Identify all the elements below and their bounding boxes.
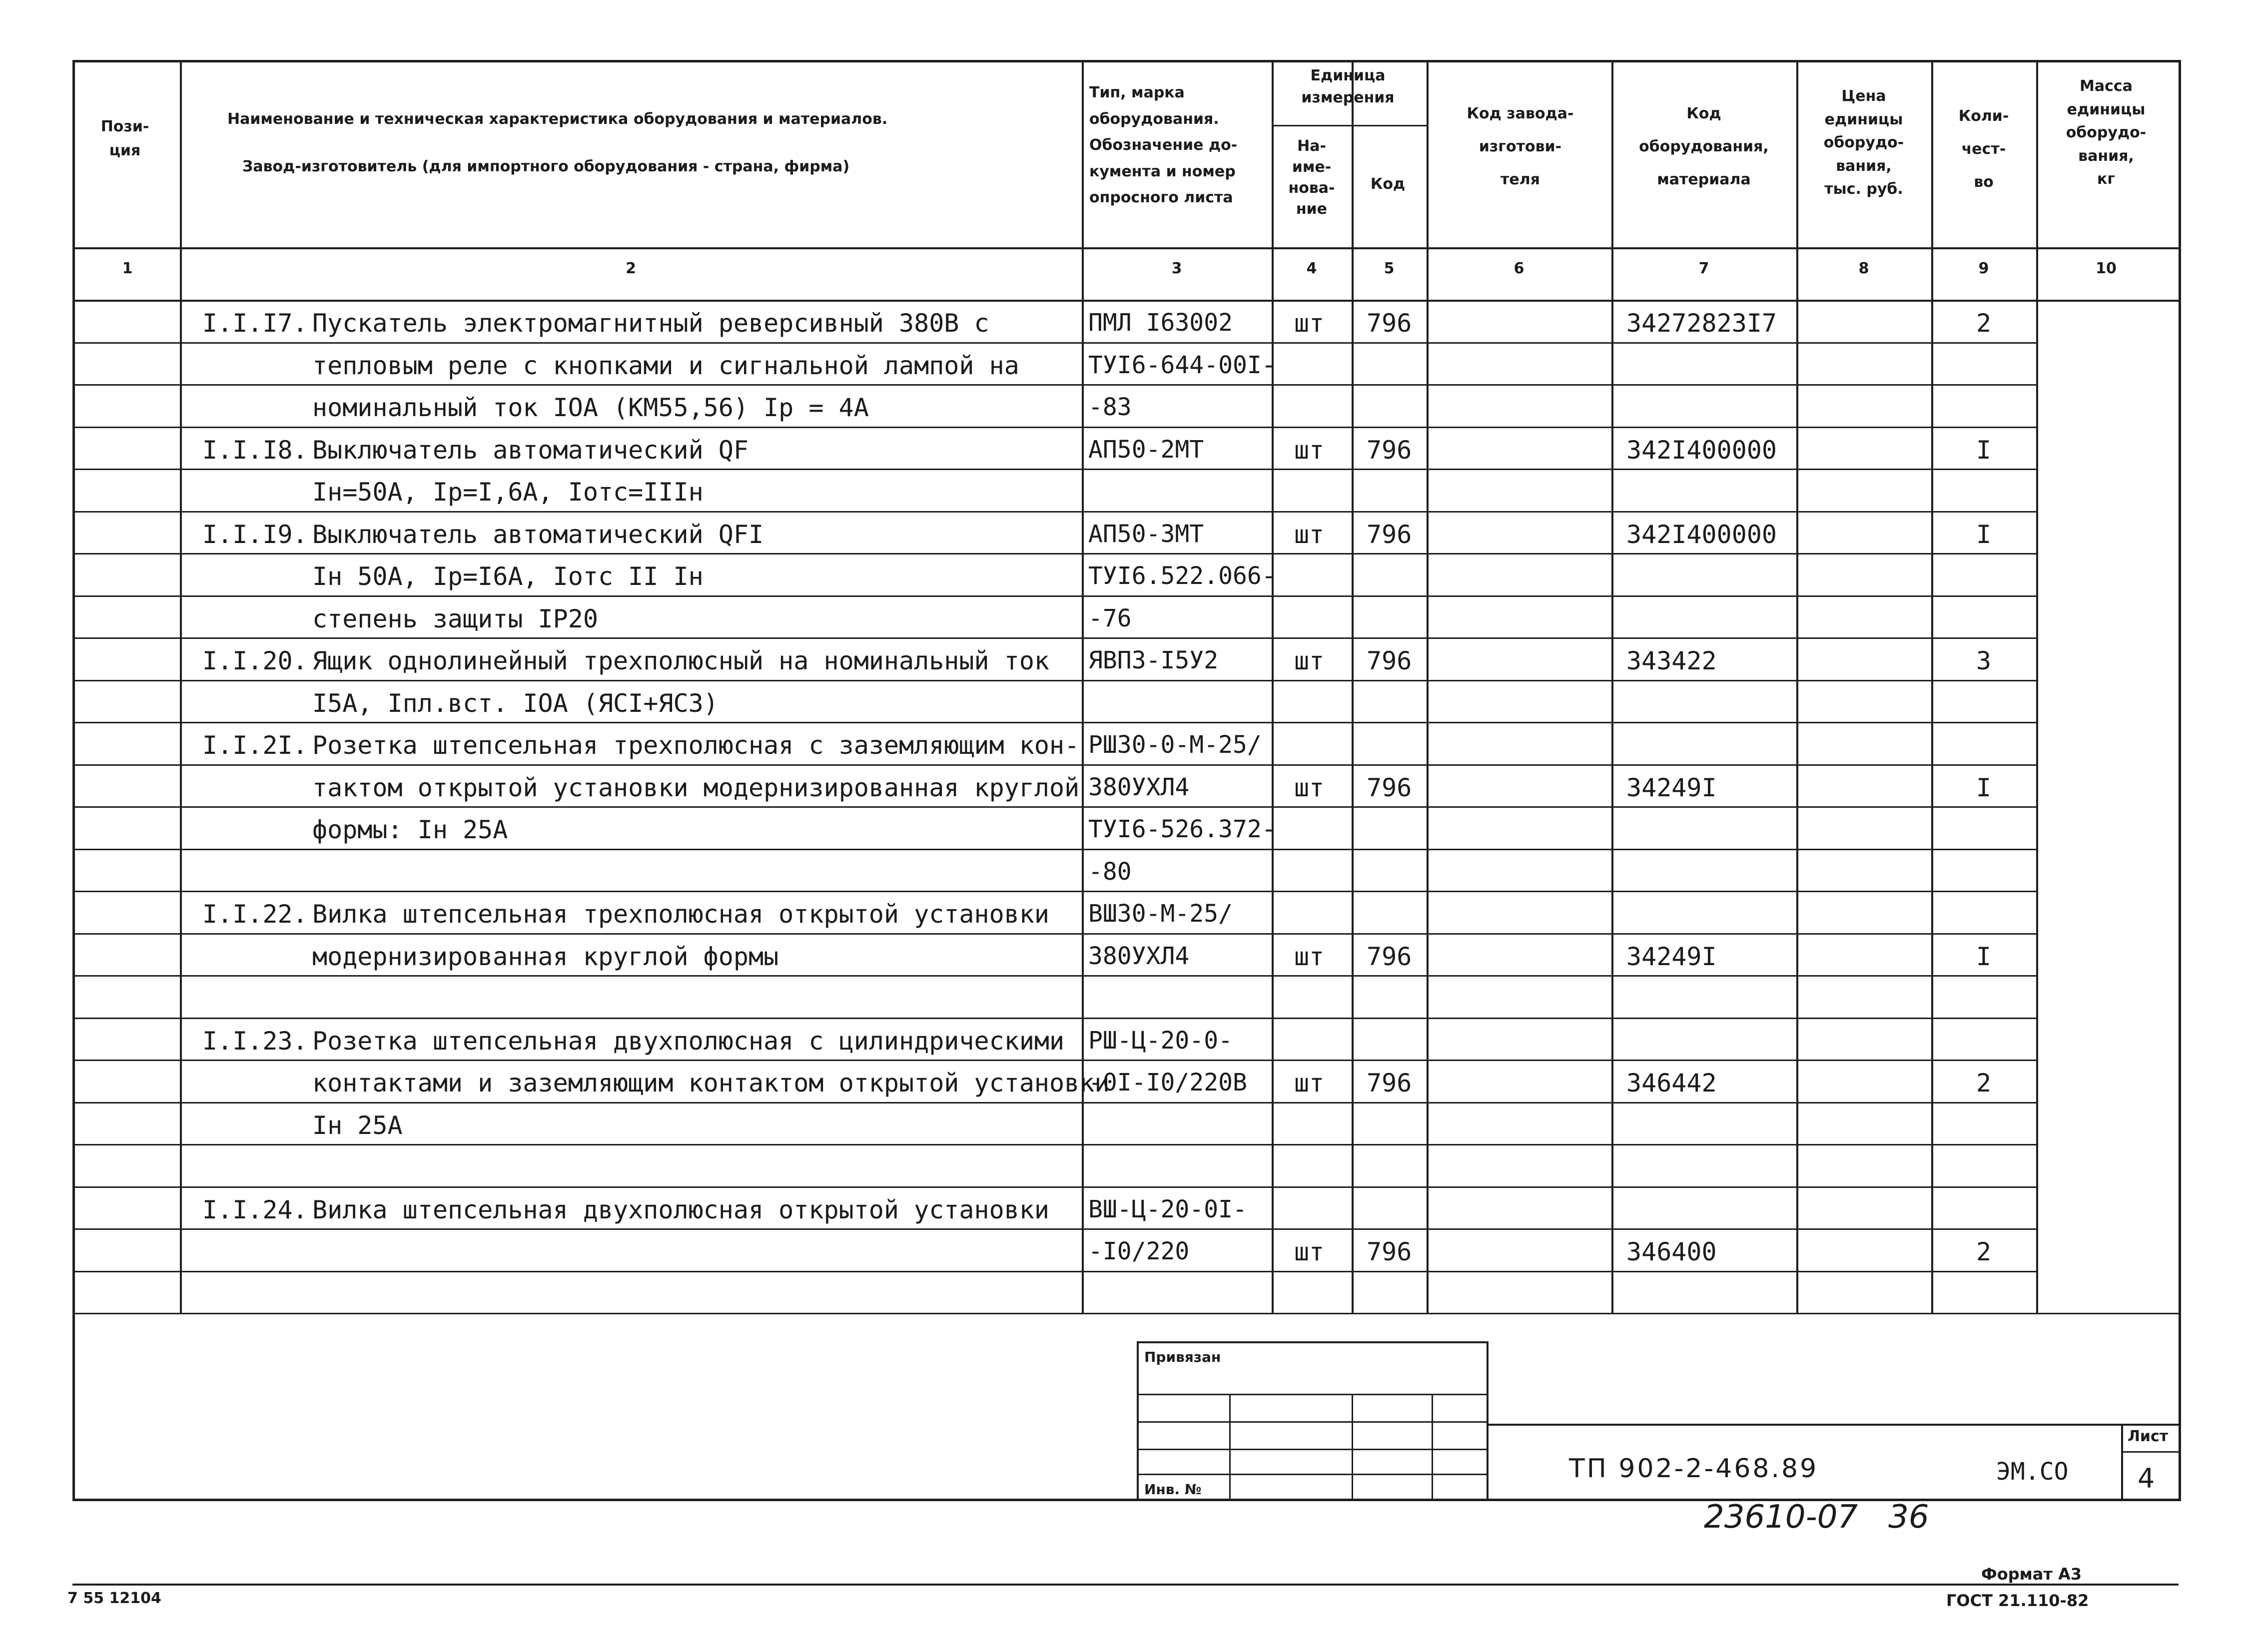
stamp-line bbox=[1229, 1394, 1231, 1499]
stamp-line bbox=[1137, 1394, 1487, 1395]
cell-type: -0I-I0/220В bbox=[1088, 1069, 1247, 1097]
row-line bbox=[72, 511, 2036, 513]
column-line bbox=[1082, 60, 1084, 1313]
cell-equipment-code: 343422 bbox=[1626, 646, 1717, 675]
row-line bbox=[72, 806, 2036, 808]
cell-type: РШ30-0-М-25/ bbox=[1088, 731, 1262, 759]
column-line bbox=[1796, 60, 1798, 1313]
cell-unit-code: 796 bbox=[1367, 520, 1412, 549]
row-line bbox=[72, 1313, 2036, 1314]
cell-type: ВШ30-М-25/ bbox=[1088, 900, 1233, 928]
cell-position: I.I.20. bbox=[202, 646, 308, 675]
col-number-4: 4 bbox=[1306, 260, 1317, 277]
stamp-privyazan: Привязан bbox=[1144, 1349, 1221, 1365]
cell-quantity: 2 bbox=[1976, 1237, 1992, 1266]
cell-name: номинальный ток IOA (КМ55,56) Iр = 4А bbox=[312, 393, 869, 422]
column-line bbox=[1272, 60, 1274, 1313]
row-line bbox=[72, 637, 2036, 639]
row-line bbox=[72, 891, 2036, 892]
cell-position: I.I.I9. bbox=[202, 520, 308, 549]
row-line bbox=[72, 1102, 2036, 1103]
cell-name: Вилка штепсельная двухполюсная открытой установки bbox=[312, 1195, 1050, 1224]
header-price: Цена единицы оборудо- вания, тыс. руб. bbox=[1823, 87, 1904, 198]
col-number-6: 6 bbox=[1513, 260, 1524, 277]
cell-equipment-code: 342I400000 bbox=[1626, 435, 1777, 465]
header-plant-code: Код завода- изготови- теля bbox=[1467, 105, 1574, 188]
row-line bbox=[72, 849, 2036, 850]
column-line bbox=[180, 60, 182, 1313]
row-line bbox=[72, 933, 2036, 935]
cell-quantity: 2 bbox=[1976, 309, 1992, 338]
cell-equipment-code: 346400 bbox=[1626, 1237, 1717, 1266]
col-number-1: 1 bbox=[122, 260, 133, 277]
col-number-9: 9 bbox=[1978, 260, 1989, 277]
cell-type: ЯВПЗ-I5У2 bbox=[1088, 646, 1219, 674]
document-code: ТП 902-2-468.89 bbox=[1569, 1454, 1819, 1484]
cell-unit: шт bbox=[1294, 435, 1325, 465]
cell-quantity: I bbox=[1976, 942, 1992, 971]
cell-type: -76 bbox=[1088, 604, 1132, 632]
stamp-line bbox=[1137, 1341, 1487, 1343]
row-line bbox=[72, 342, 2036, 344]
cell-name: Выключатель автоматический QF bbox=[312, 435, 748, 465]
document-mark: ЭМ.СО bbox=[1996, 1458, 2069, 1486]
header-equipment-code: Код оборудования, материала bbox=[1639, 105, 1769, 188]
cell-name: Вилка штепсельная трехполюсная открытой установки bbox=[312, 900, 1050, 929]
row-line bbox=[72, 1228, 2036, 1230]
cell-name: модернизированная круглой формы bbox=[312, 942, 779, 971]
cell-unit-code: 796 bbox=[1367, 773, 1412, 802]
cell-type: -83 bbox=[1088, 393, 1132, 421]
cell-name: Iн 50А, Iр=I6А, Iотс II Iн bbox=[312, 562, 704, 591]
stamp-line bbox=[1137, 1421, 1487, 1423]
cell-position: I.I.23. bbox=[202, 1026, 308, 1056]
frame-right-border bbox=[2179, 60, 2181, 1499]
cell-position: I.I.I7. bbox=[202, 309, 308, 338]
column-line bbox=[2036, 60, 2038, 1313]
stamp-line bbox=[2121, 1424, 2123, 1499]
header-bottom-line bbox=[72, 247, 2179, 249]
cell-equipment-code: 342I400000 bbox=[1626, 520, 1777, 549]
row-line bbox=[72, 764, 2036, 766]
row-line bbox=[72, 384, 2036, 386]
cell-name: Пускатель электромагнитный реверсивный 380В с bbox=[312, 309, 989, 338]
cell-name: тактом открытой установки модернизированная круглой bbox=[312, 773, 1080, 802]
cell-type: ВШ-Ц-20-0I- bbox=[1088, 1195, 1247, 1223]
handwritten-archive-number: 23610-07 36 bbox=[1704, 1499, 1929, 1536]
cell-name: формы: Iн 25А bbox=[312, 815, 508, 844]
cell-unit: шт bbox=[1294, 942, 1325, 971]
column-line bbox=[1352, 60, 1354, 1313]
cell-quantity: 2 bbox=[1976, 1069, 1992, 1098]
stamp-line bbox=[1487, 1424, 2179, 1426]
cell-name: Розетка штепсельная трехполюсная с заземляющим кон- bbox=[312, 731, 1080, 760]
cell-type: -I0/220 bbox=[1088, 1237, 1190, 1265]
cell-unit-code: 796 bbox=[1367, 309, 1412, 338]
row-line bbox=[2036, 1313, 2179, 1314]
stamp-line bbox=[1137, 1449, 1487, 1450]
cell-unit: шт bbox=[1294, 1069, 1325, 1098]
cell-type: 380УХЛ4 bbox=[1088, 942, 1190, 970]
cell-unit: шт bbox=[1294, 520, 1325, 549]
header-type: Тип, марка оборудования. Обозначение до- кумента и номер опросного листа bbox=[1089, 84, 1238, 206]
cell-type: РШ-Ц-20-0- bbox=[1088, 1026, 1233, 1055]
column-line bbox=[1931, 60, 1933, 1313]
cell-name: Розетка штепсельная двухполюсная с цилиндрическими bbox=[312, 1026, 1065, 1056]
cell-type: ТУI6-644-00I- bbox=[1088, 351, 1276, 379]
row-line bbox=[72, 1271, 2036, 1272]
row-line bbox=[72, 1144, 2036, 1145]
col-number-2: 2 bbox=[626, 260, 636, 277]
cell-unit: шт bbox=[1294, 646, 1325, 675]
footer-gost: ГОСТ 21.110-82 bbox=[1946, 1591, 2089, 1610]
header-name-line1: Наименование и техническая характеристика оборудования и материалов. bbox=[227, 110, 888, 128]
cell-type: АП50-3МТ bbox=[1088, 520, 1204, 548]
stamp-line bbox=[2121, 1451, 2179, 1453]
row-line bbox=[72, 722, 2036, 723]
cell-name: Iн 25А bbox=[312, 1110, 403, 1140]
cell-name: Выключатель автоматический QFI bbox=[312, 520, 764, 549]
stamp-line bbox=[1487, 1341, 1489, 1499]
cell-name: степень защиты IP20 bbox=[312, 604, 598, 633]
sheet-number: 4 bbox=[2138, 1463, 2155, 1494]
cell-position: I.I.2I. bbox=[202, 731, 308, 760]
cell-unit: шт bbox=[1294, 773, 1325, 802]
cell-quantity: 3 bbox=[1976, 646, 1992, 675]
stamp-line bbox=[1137, 1474, 1487, 1475]
cell-equipment-code: 34249I bbox=[1626, 773, 1717, 802]
col-number-bottom-line bbox=[72, 300, 2179, 302]
cell-unit-code: 796 bbox=[1367, 435, 1412, 465]
cell-position: I.I.24. bbox=[202, 1195, 308, 1224]
col-number-3: 3 bbox=[1171, 260, 1182, 277]
cell-type: ТУI6.522.066- bbox=[1088, 562, 1276, 590]
cell-type: ПМЛ I63002 bbox=[1088, 309, 1233, 337]
cell-type: -80 bbox=[1088, 857, 1132, 886]
stamp-line bbox=[1432, 1394, 1433, 1499]
row-line bbox=[72, 469, 2036, 470]
cell-name: Ящик однолинейный трехполюсный на номинальный ток bbox=[312, 646, 1050, 675]
row-line bbox=[72, 975, 2036, 977]
row-line bbox=[72, 553, 2036, 554]
cell-equipment-code: 34272823I7 bbox=[1626, 309, 1777, 338]
cell-unit: шт bbox=[1294, 309, 1325, 338]
cell-position: I.I.I8. bbox=[202, 435, 308, 465]
cell-equipment-code: 34249I bbox=[1626, 942, 1717, 971]
footer-rule bbox=[72, 1584, 2179, 1586]
unit-header-split bbox=[1272, 125, 1427, 126]
cell-type: ТУI6-526.372- bbox=[1088, 815, 1276, 843]
row-line bbox=[72, 680, 2036, 681]
cell-type: АП50-2МТ bbox=[1088, 435, 1204, 464]
col-number-7: 7 bbox=[1698, 260, 1709, 277]
row-line bbox=[72, 1060, 2036, 1061]
cell-type: 380УХЛ4 bbox=[1088, 773, 1190, 801]
column-line bbox=[1611, 60, 1613, 1313]
cell-quantity: I bbox=[1976, 435, 1992, 465]
cell-name: Iн=50А, Iр=I,6А, Iотс=IIIн bbox=[312, 478, 704, 507]
header-unit: Единица измерения bbox=[1301, 67, 1395, 106]
row-line bbox=[72, 1018, 2036, 1019]
footer-left-code: 7 55 12104 bbox=[67, 1590, 161, 1607]
col-number-5: 5 bbox=[1384, 260, 1395, 277]
cell-name: I5A, Iпл.вст. IOA (ЯСI+ЯС3) bbox=[312, 688, 719, 718]
col-number-10: 10 bbox=[2096, 260, 2117, 277]
cell-unit: шт bbox=[1294, 1237, 1325, 1266]
header-unit-name: На- име- нова- ние bbox=[1288, 137, 1335, 218]
cell-name: контактами и заземляющим контактом открытой установки bbox=[312, 1069, 1110, 1098]
cell-position: I.I.22. bbox=[202, 900, 308, 929]
column-line bbox=[1427, 60, 1429, 1313]
header-unit-code: Код bbox=[1370, 175, 1406, 193]
stamp-line bbox=[1352, 1394, 1353, 1499]
row-line bbox=[72, 427, 2036, 428]
header-position: Пози- ция bbox=[100, 118, 149, 159]
row-line bbox=[72, 595, 2036, 597]
header-quantity: Коли- чест- во bbox=[1958, 107, 2009, 191]
cell-quantity: I bbox=[1976, 773, 1992, 802]
cell-quantity: I bbox=[1976, 520, 1992, 549]
col-number-8: 8 bbox=[1858, 260, 1869, 277]
row-line bbox=[72, 1186, 2036, 1188]
sheet-label: Лист bbox=[2128, 1428, 2169, 1445]
cell-unit-code: 796 bbox=[1367, 1069, 1412, 1098]
header-name-line2: Завод-изготовитель (для импортного оборудования - страна, фирма) bbox=[242, 158, 850, 175]
cell-unit-code: 796 bbox=[1367, 1237, 1412, 1266]
stamp-inventory-number: Инв. № bbox=[1144, 1481, 1202, 1498]
table-top-border bbox=[72, 60, 2179, 62]
cell-name: тепловым реле с кнопками и сигнальной лампой на bbox=[312, 351, 1019, 380]
cell-unit-code: 796 bbox=[1367, 942, 1412, 971]
cell-unit-code: 796 bbox=[1367, 646, 1412, 675]
cell-equipment-code: 346442 bbox=[1626, 1069, 1717, 1098]
header-mass: Масса единицы оборудо- вания, кг bbox=[2066, 77, 2147, 188]
footer-format: Формат А3 bbox=[1981, 1565, 2082, 1584]
